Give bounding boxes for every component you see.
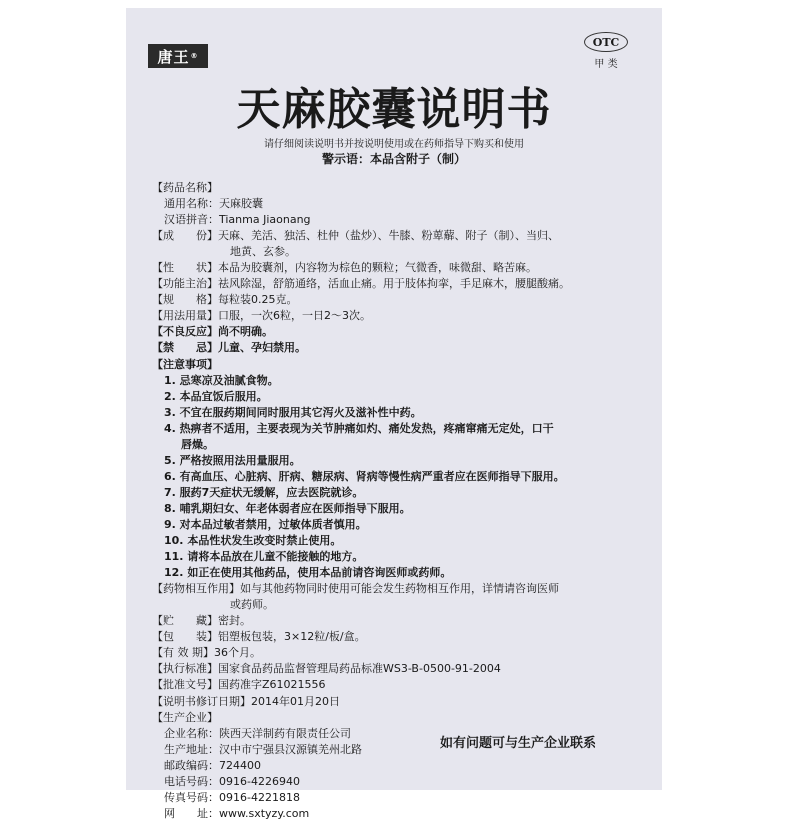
leaflet-line: 7. 服药7天症状无缓解，应去医院就诊。 [164,485,364,499]
leaflet-line: 11. 请将本品放在儿童不能接触的地方。 [164,550,364,564]
leaflet-line: 【成 份】天麻、羌活、独活、杜仲（盐炒）、牛膝、粉萆薢、附子（制）、当归、 [152,229,559,243]
leaflet-line: 8. 哺乳期妇女、年老体弱者应在医师指导下服用。 [164,501,411,515]
brand-logo [148,44,208,68]
leaflet-line: 【贮 藏】密封。 [152,614,251,628]
leaflet-line: 【性 状】本品为胶囊剂，内容物为棕色的颗粒；气微香，味微甜、略苦麻。 [152,261,537,275]
leaflet-line: 【规 格】每粒装0.25克。 [152,293,298,307]
leaflet-line: 1. 忌寒凉及油腻食物。 [164,373,279,387]
leaflet-line: 【功能主治】祛风除湿，舒筋通络，活血止痛。用于肢体拘挛，手足麻木，腰腿酸痛。 [152,277,570,291]
leaflet-body [152,180,652,822]
leaflet-line: 生产地址：汉中市宁强县汉源镇羌州北路 [164,742,362,756]
leaflet-line: 唇燥。 [181,437,214,451]
leaflet-line: 9. 对本品过敏者禁用，过敏体质者慎用。 [164,517,367,531]
leaflet-line: 5. 严格按照用法用量服用。 [164,453,301,467]
brand-logo-text: 唐王 [157,47,190,66]
leaflet-line: 4. 热痹者不适用，主要表现为关节肿痛如灼、痛处发热，疼痛窜痛无定处，口干 [164,421,554,435]
leaflet-line: 3. 不宜在服药期间同时服用其它泻火及滋补性中药。 [164,405,422,419]
leaflet-line: 电话号码：0916-4226940 [164,774,300,788]
leaflet-line: 12. 如正在使用其他药品，使用本品前请咨询医师或药师。 [164,566,452,580]
leaflet-line: 汉语拼音：Tianma Jiaonang [164,213,311,227]
leaflet-line: 【药品名称】 [152,181,218,194]
registered-mark: ® [190,52,199,60]
leaflet-line: 地黄、玄参。 [230,245,296,259]
leaflet-line: 邮政编码：724400 [164,758,261,772]
warning-statement: 警示语：本品含附子（制） [321,152,466,166]
leaflet-line: 6. 有高血压、心脏病、肝病、糖尿病、肾病等慢性病严重者应在医师指导下服用。 [164,469,565,483]
contact-notice: 如有问题可与生产企业联系 [440,736,597,751]
leaflet-line: 【药物相互作用】如与其他药物同时使用可能会发生药物相互作用，详情请咨询医师 [152,582,559,596]
leaflet-line: 【包 装】铝塑板包装，3×12粒/板/盒。 [152,630,366,644]
leaflet-line: 【有 效 期】36个月。 [152,646,261,660]
leaflet-line: 【说明书修订日期】2014年01月20日 [152,694,340,708]
leaflet-line: 【禁 忌】儿童、孕妇禁用。 [152,341,306,355]
leaflet-line: 通用名称：天麻胶囊 [164,197,263,211]
usage-notice: 请仔细阅读说明书并按说明使用或在药师指导下购买和使用 [264,139,524,150]
leaflet-line: 2. 本品宜饭后服用。 [164,389,268,403]
leaflet-line: 【不良反应】尚不明确。 [152,325,273,339]
leaflet-line: 【注意事项】 [152,357,218,371]
otc-class-label: 甲 类 [594,59,618,70]
leaflet-line: 企业名称：陕西天洋制药有限责任公司 [164,726,351,740]
leaflet-line: 【生产企业】 [152,710,218,724]
leaflet-line: 或药师。 [230,598,274,612]
leaflet-line: 网 址：www.sxtyzy.com [164,806,310,820]
leaflet-line: 【执行标准】国家食品药品监督管理局药品标准WS3-B-0500-91-2004 [152,662,501,676]
leaflet-line: 【用法用量】口服，一次6粒，一日2～3次。 [152,309,371,323]
otc-badge: OTC [584,32,628,52]
leaflet-line: 10. 本品性状发生改变时禁止使用。 [164,534,342,548]
document-title: 天麻胶囊说明书 [236,84,552,135]
leaflet-line: 传真号码：0916-4221818 [164,790,300,804]
leaflet-line: 【批准文号】国药准字Z61021556 [152,678,326,692]
